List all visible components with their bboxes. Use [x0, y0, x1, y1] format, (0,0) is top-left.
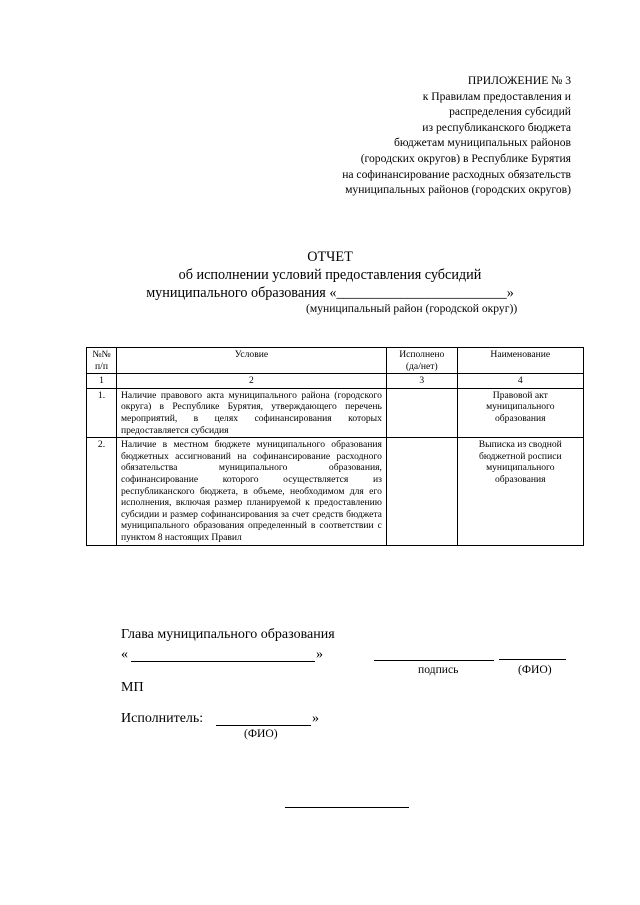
report-title [0, 248, 640, 302]
signature-line[interactable] [374, 660, 494, 661]
col-number: 4 [457, 374, 583, 389]
appendix-line: муниципальных районов (городских округов) [345, 183, 571, 197]
fio-line[interactable] [499, 659, 566, 660]
signature-caption: подпись [418, 663, 459, 676]
table-row [87, 438, 584, 545]
appendix-header [211, 73, 571, 198]
row-done-cell[interactable] [386, 388, 457, 437]
row-condition: Наличие в местном бюджете муниципального образования бюджетных ассигнований на софинансирование расходного обязательства муниципального образования, софинансирование которого осуществляется из республиканского бюджета, в объеме, необходимом для его исполнения, включая размер планируемой к предоставлению субсидии и размер софинансирования за счет средств бюджета муниципального образования определенный в соответствии с пунктом 8 настоящих Правил [116, 438, 386, 545]
header-done: Исполнено (да/нет) [386, 348, 457, 374]
column-numbers-row [87, 374, 584, 389]
header-name: Наименование [457, 348, 583, 374]
appendix-line: из республиканского бюджета [422, 120, 571, 134]
row-num: 2. [87, 438, 117, 545]
table-row [87, 388, 584, 437]
executor-close: » [312, 711, 319, 726]
appendix-line: к Правилам предоставления и [422, 89, 571, 103]
conditions-table [86, 347, 584, 546]
row-name: Правовой акт муниципального образования [457, 388, 583, 437]
municipality-line: муниципального образования «________________________» [146, 285, 514, 301]
row-done-cell[interactable] [386, 438, 457, 545]
table-header-row [87, 348, 584, 374]
row-name: Выписка из сводной бюджетной росписи муниципального образования [457, 438, 583, 545]
report-heading: ОТЧЕТ [307, 249, 353, 265]
fio-caption: (ФИО) [518, 663, 552, 676]
head-quote-open: « [121, 647, 128, 662]
appendix-line: (городских округов) в Республике Бурятия [360, 151, 571, 165]
executor-fio-caption: (ФИО) [244, 727, 278, 740]
col-number: 2 [116, 374, 386, 389]
executor-line[interactable] [216, 725, 311, 726]
appendix-line: распределения субсидий [449, 105, 571, 119]
stamp-label: МП [121, 680, 144, 695]
head-name-line[interactable] [131, 661, 315, 662]
appendix-line: бюджетам муниципальных районов [393, 136, 571, 150]
header-condition: Условие [116, 348, 386, 374]
head-label: Глава муниципального образования [121, 627, 335, 642]
report-subtitle: об исполнении условий предоставления субсидий [178, 267, 482, 283]
head-quote-close: » [316, 647, 323, 662]
row-num: 1. [87, 388, 117, 437]
col-number: 3 [386, 374, 457, 389]
municipality-note: (муниципальный район (городской округ)) [306, 302, 518, 315]
col-number: 1 [87, 374, 117, 389]
appendix-line: ПРИЛОЖЕНИЕ № 3 [467, 74, 571, 87]
appendix-line: на софинансирование расходных обязательств [342, 167, 571, 181]
row-condition: Наличие правового акта муниципального района (городского округа) в Республике Бурятия, утверждающего перечень мероприятий, в целях софинансирования которых предоставляется субсидия [116, 388, 386, 437]
executor-label: Исполнитель: [121, 711, 204, 726]
header-num: №№ п/п [87, 348, 117, 374]
footnote-divider [285, 807, 409, 808]
